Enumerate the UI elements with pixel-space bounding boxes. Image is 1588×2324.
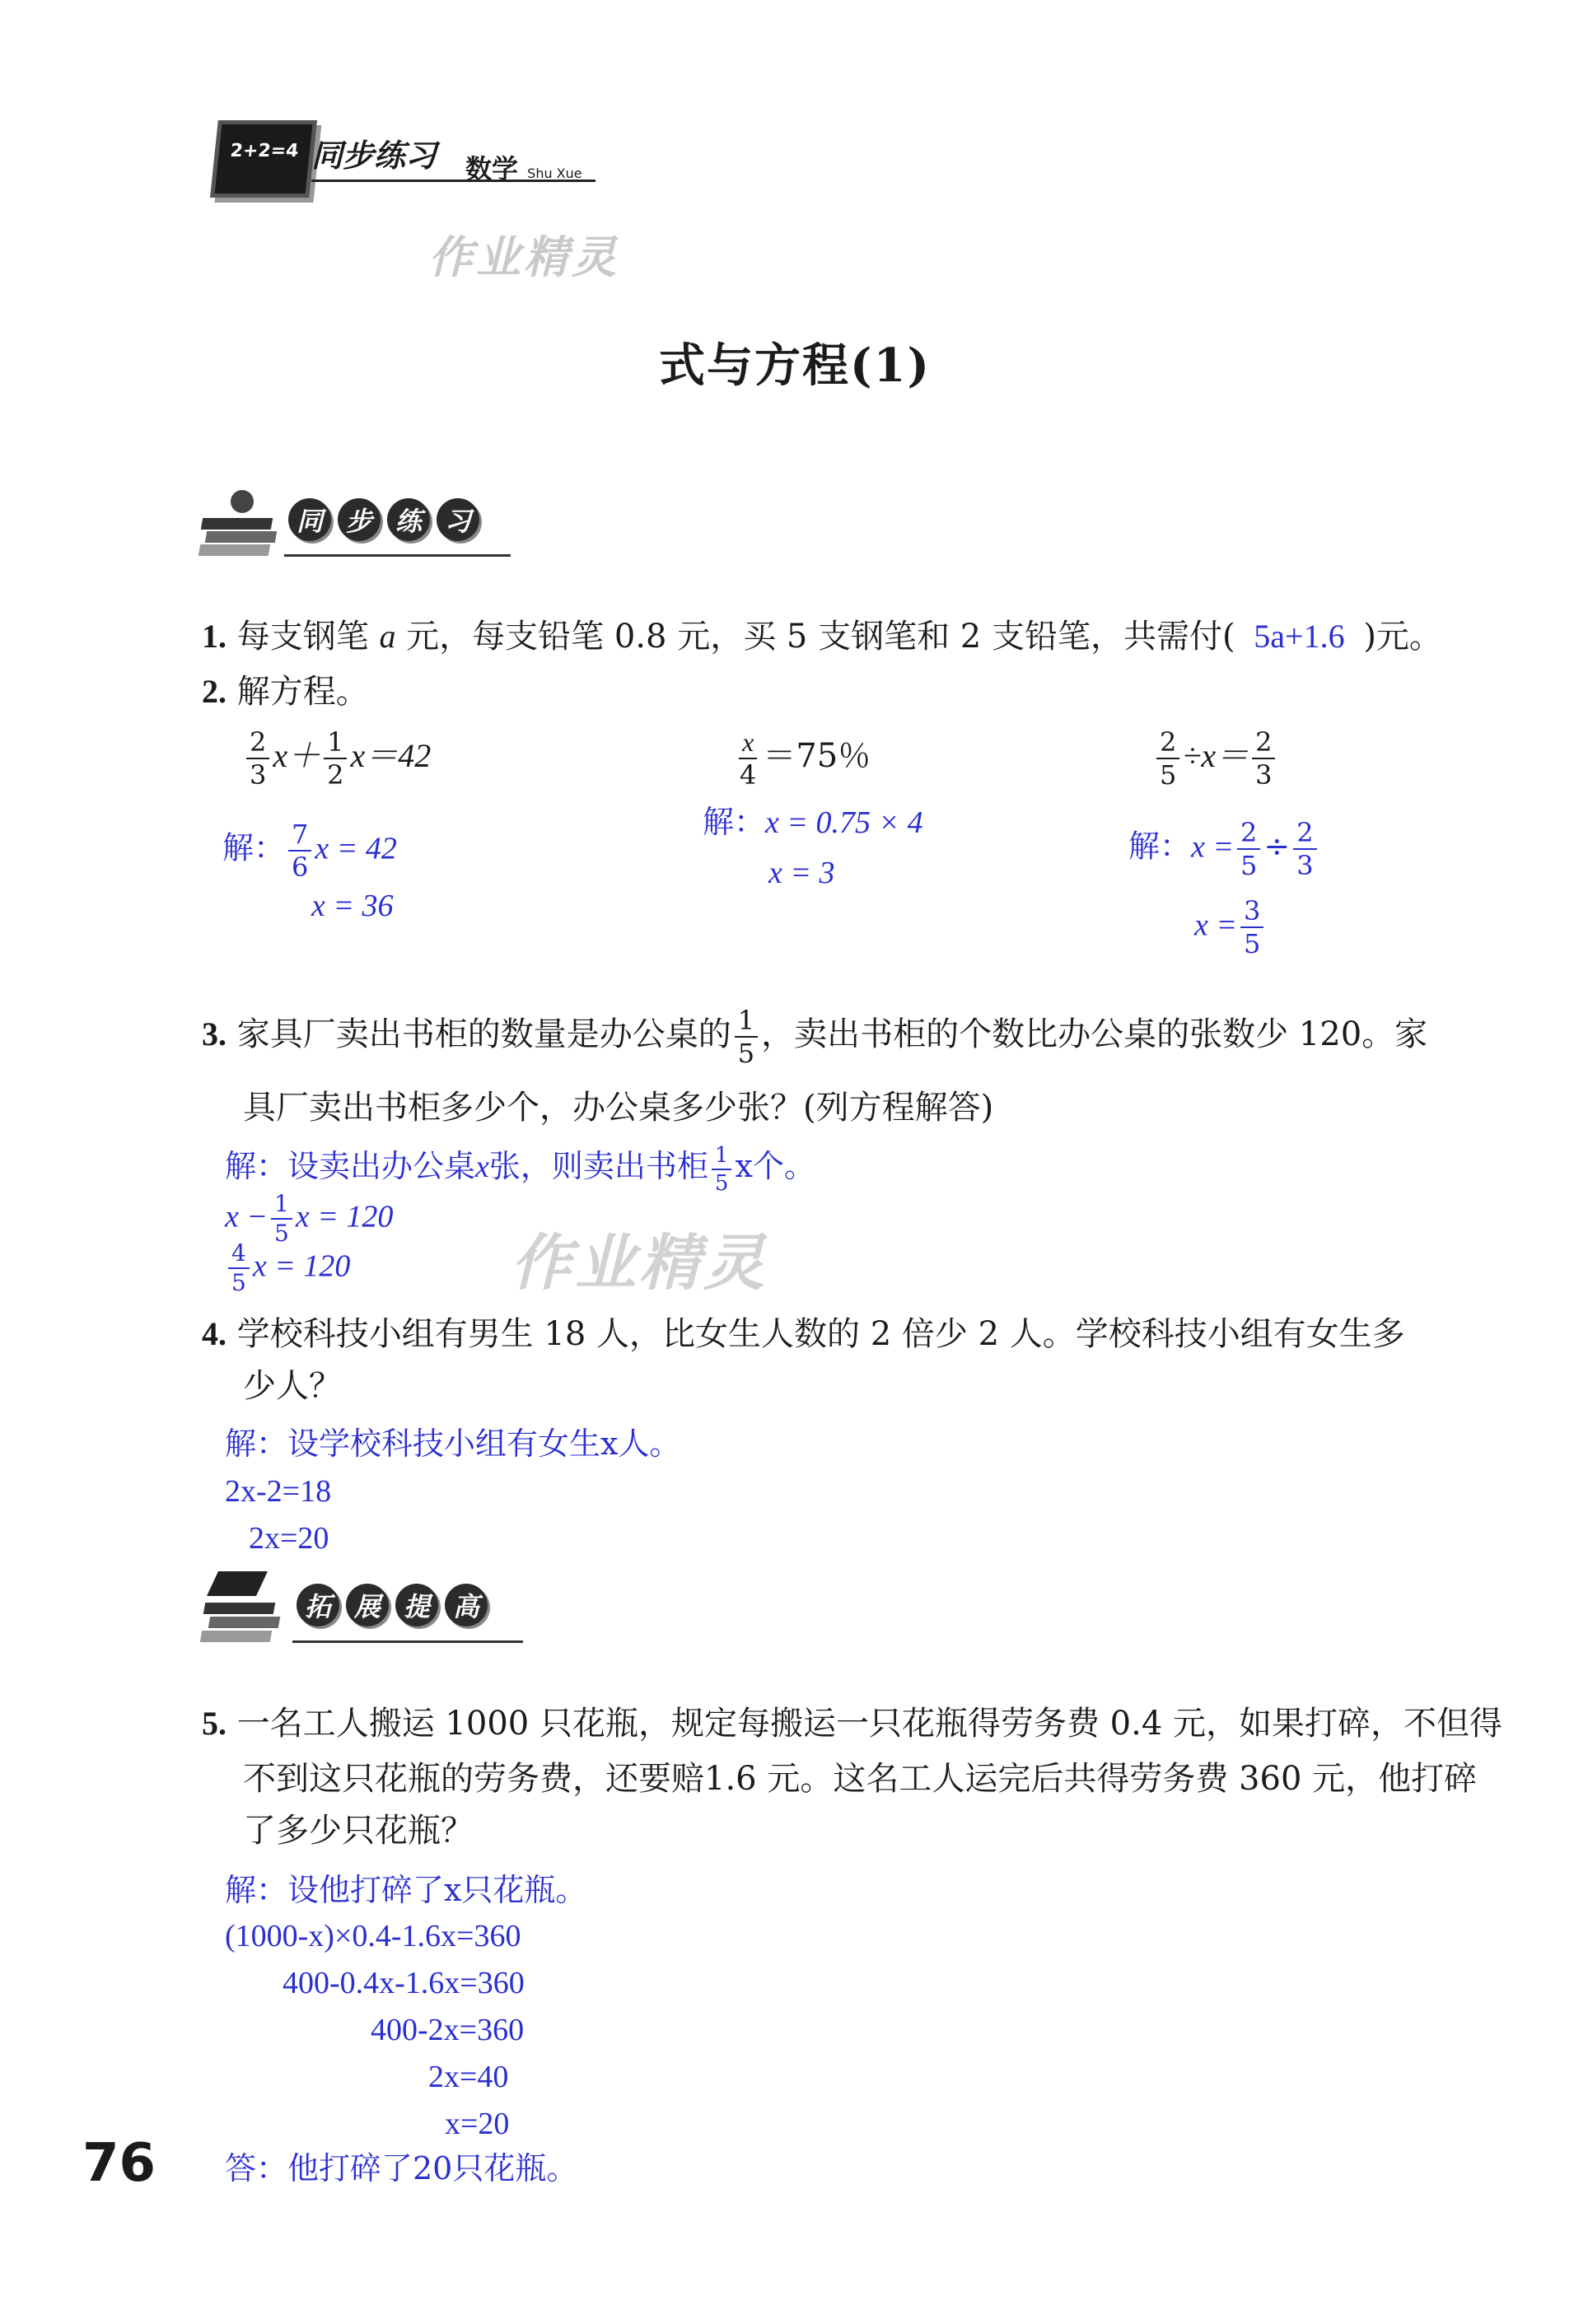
fraction-denominator: 5 (1240, 850, 1258, 881)
question-number: 2. (202, 673, 227, 710)
question-3 (202, 1005, 1428, 1069)
equation-text: ＝75％ (763, 737, 871, 775)
solution-text: 张，则卖出书柜 (488, 1148, 708, 1184)
operator: ÷ (1263, 828, 1291, 865)
badge-char: 拓 (297, 1584, 339, 1626)
equation-1 (243, 726, 432, 791)
equation-2 (733, 727, 871, 791)
fraction-denominator: 5 (737, 1038, 755, 1069)
fraction-numerator: 2 (1293, 819, 1316, 850)
section-header-extension (198, 1563, 527, 1654)
question-text: 学校科技小组有男生 18 人，比女生人数的 2 倍少 2 人。学校科技小组有女生多 (236, 1315, 1405, 1353)
question-4-line2: 少人？ (243, 1367, 342, 1405)
solution-5-line1: 解：设他打碎了x只花瓶。 (225, 1872, 587, 1908)
fraction-numerator: 2 (1237, 819, 1260, 850)
solution-5-line4: 400-2x=360 (371, 2013, 525, 2047)
solution-2b (703, 799, 923, 846)
solution-2c-line2 (1194, 895, 1267, 959)
solution-3-line1 (225, 1143, 815, 1194)
question-4 (202, 1309, 1405, 1359)
equation-text: x＋ (273, 737, 321, 774)
solution-4-line1: 解：设学校科技小组有女生x人。 (225, 1426, 681, 1462)
subject-label (465, 148, 582, 186)
fraction-numerator: x (739, 729, 757, 759)
watermark-middle: 作业精灵 (511, 1228, 768, 1299)
fraction-numerator: 1 (324, 729, 347, 759)
badge-char: 练 (387, 498, 430, 541)
books-lamp-icon (198, 490, 276, 556)
subject-pinyin: Shu Xue (527, 166, 582, 181)
solution-2a (222, 819, 397, 883)
fraction-numerator: 3 (1240, 898, 1263, 928)
badge-char: 步 (338, 498, 381, 541)
fraction-numerator: 1 (735, 1007, 758, 1038)
fraction-numerator: 2 (1252, 729, 1275, 759)
solution-label: 解： (703, 804, 766, 840)
fraction-denominator: 5 (714, 1170, 729, 1196)
fraction-denominator: 3 (1296, 850, 1314, 881)
question-5-line3: 了多少只花瓶？ (243, 1812, 474, 1850)
header-logo (198, 115, 610, 198)
question-text: 元，每支铅笔 0.8 元，买 5 支钢笔和 2 支铅笔，共需付( (406, 618, 1235, 656)
fraction-denominator: 4 (740, 759, 757, 791)
variable: x (475, 1150, 489, 1184)
graduation-cap-icon (198, 1571, 280, 1645)
solution-5-line3: 400-0.4x-1.6x=360 (283, 1966, 525, 2000)
solution-label: 解： (1128, 828, 1192, 865)
watermark-top: 作业精灵 (428, 231, 619, 283)
fraction-numerator: 2 (1156, 729, 1179, 759)
question-number: 3. (202, 1015, 227, 1052)
solution-2c (1128, 819, 1320, 879)
solution-5-answer: 答：他打碎了20只花瓶。 (225, 2150, 578, 2186)
badge-row (288, 498, 479, 541)
question-text: 一名工人搬运 1000 只花瓶，规定每搬运一只花瓶得劳务费 0.4 元，如果打碎，不但得 (236, 1705, 1502, 1743)
question-number: 5. (202, 1705, 227, 1742)
question-text: ，卖出书柜的个数比办公桌的张数少 120。家 (761, 1015, 1428, 1053)
question-text: 每支钢笔 (236, 618, 369, 656)
question-5 (202, 1699, 1502, 1748)
solution-line: x = (1191, 829, 1235, 865)
section-underline (284, 554, 511, 557)
fraction-denominator: 5 (1160, 759, 1177, 791)
section-underline (292, 1640, 523, 1643)
question-2 (202, 667, 369, 716)
badge-char: 高 (445, 1584, 488, 1626)
solution-line: x = 42 (315, 831, 397, 866)
answer-text: 5a+1.6 (1254, 618, 1345, 655)
solution-text: x个。 (735, 1148, 815, 1184)
fraction-numerator: 4 (228, 1242, 250, 1269)
section-header-practice (198, 474, 519, 564)
solution-5-line6: x=20 (445, 2107, 510, 2141)
equation-text: x＝42 (350, 737, 432, 774)
solution-5-line2: (1000-x)×0.4-1.6x=360 (225, 1919, 521, 1953)
solution-3-line3 (225, 1239, 351, 1296)
fraction-denominator: 3 (1255, 759, 1273, 791)
board-text: 2+2=4 (229, 141, 300, 161)
badge-char: 同 (288, 498, 331, 541)
series-title: 同步练习 (311, 138, 437, 174)
badge-char: 提 (395, 1584, 438, 1626)
solution-line: x = 120 (252, 1248, 351, 1284)
badge-char: 展 (346, 1584, 389, 1626)
page-number: 76 (82, 2133, 156, 2194)
question-5-line2: 不到这只花瓶的劳务费，还要赔1.6 元。这名工人运完后共得劳务费 360 元，他打碎 (243, 1760, 1478, 1798)
question-text: 家具厂卖出书柜的数量是办公桌的 (236, 1015, 731, 1053)
solution-3-line2 (225, 1192, 393, 1245)
solution-5-line5: 2x=40 (428, 2060, 509, 2094)
question-1 (202, 612, 1442, 661)
page-title: 式与方程(1) (659, 338, 931, 393)
question-3-line2: 具厂卖出书柜多少个，办公桌多少张？(列方程解答) (243, 1089, 994, 1127)
fraction-denominator: 5 (231, 1269, 246, 1296)
solution-line: x = (1194, 908, 1238, 943)
fraction-numerator: 1 (271, 1192, 292, 1220)
question-text: )元。 (1363, 618, 1442, 656)
fraction-denominator: 5 (1244, 928, 1261, 959)
question-number: 4. (202, 1315, 227, 1352)
solution-line: x = 0.75 × 4 (765, 805, 923, 840)
fraction-numerator: 7 (288, 821, 311, 852)
fraction-denominator: 5 (274, 1220, 289, 1247)
equation-3 (1153, 726, 1278, 791)
solution-2a-line2: x = 36 (311, 889, 394, 923)
solution-4-line2: 2x-2=18 (225, 1474, 332, 1509)
badge-char: 习 (437, 498, 479, 541)
blackboard-icon (210, 120, 317, 198)
variable: a (379, 618, 396, 655)
fraction-numerator: 1 (712, 1145, 732, 1170)
solution-line: x = 120 (295, 1199, 394, 1234)
fraction-denominator: 6 (292, 852, 309, 883)
solution-label: 解： (222, 829, 286, 866)
equation-text: ÷x＝ (1183, 737, 1249, 774)
fraction-denominator: 2 (327, 759, 344, 791)
badge-row (297, 1584, 488, 1626)
subject-text: 数学 (465, 153, 519, 184)
solution-line: x − (225, 1199, 269, 1234)
solution-4-line3: 2x=20 (249, 1521, 329, 1556)
fraction-denominator: 3 (250, 759, 267, 791)
solution-2b-line2: x = 3 (768, 856, 835, 890)
solution-text: 解：设卖出办公桌 (225, 1148, 476, 1184)
fraction-numerator: 2 (246, 729, 269, 759)
question-text: 解方程。 (236, 673, 369, 711)
question-number: 1. (202, 618, 227, 655)
